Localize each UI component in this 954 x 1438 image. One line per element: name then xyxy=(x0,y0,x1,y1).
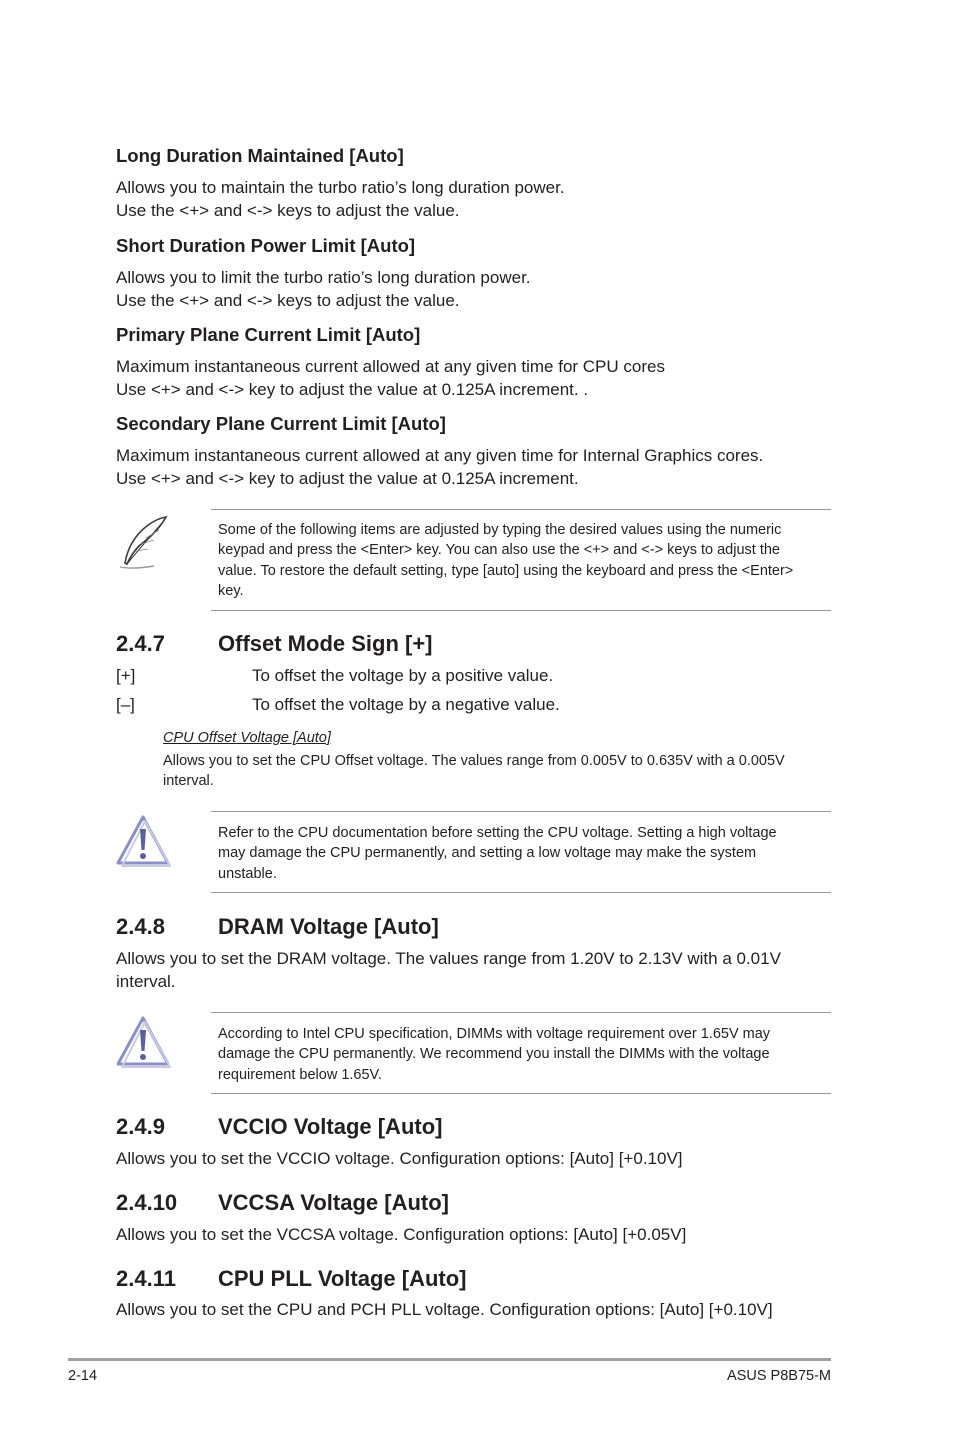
paragraph-line: Maximum instantaneous current allowed at any given time for CPU cores xyxy=(116,357,665,376)
note-line: may damage the CPU permanently, and setting a low voltage may make the system xyxy=(218,845,757,862)
paragraph-line: Allows you to maintain the turbo ratio’s long duration power. xyxy=(116,178,565,197)
paragraph-line: Maximum instantaneous current allowed at any given time for Internal Graphics cores. xyxy=(116,446,764,465)
heading-secondary-plane: Secondary Plane Current Limit [Auto] xyxy=(116,413,446,434)
caution-box xyxy=(211,1012,831,1094)
paragraph-line: Allows you to set the DRAM voltage. The values range from 1.20V to 2.13V with a 0.01V xyxy=(116,949,781,968)
paragraph-line: interval. xyxy=(163,773,214,789)
section-number: 2.4.11 xyxy=(116,1266,176,1291)
paragraph-line: Allows you to set the CPU and PCH PLL voltage. Configuration options: [Auto] [+0.10V] xyxy=(116,1300,773,1319)
note-line: requirement below 1.65V. xyxy=(218,1066,382,1083)
option-key: [–] xyxy=(116,695,135,714)
page-number: 2-14 xyxy=(68,1368,98,1384)
warning-icon xyxy=(114,1014,170,1070)
option-key: [+] xyxy=(116,666,136,685)
section-title: DRAM Voltage [Auto] xyxy=(218,914,439,939)
footer-rule xyxy=(68,1358,831,1361)
feather-pen-icon xyxy=(114,513,170,569)
product-name: ASUS P8B75-M xyxy=(727,1368,831,1384)
section-title: CPU PLL Voltage [Auto] xyxy=(218,1266,467,1291)
paragraph-line: interval. xyxy=(116,972,176,991)
paragraph-line: Allows you to set the VCCIO voltage. Configuration options: [Auto] [+0.10V] xyxy=(116,1149,683,1168)
paragraph-line: Use <+> and <-> key to adjust the value at 0.125A increment. . xyxy=(116,380,589,399)
section-number: 2.4.9 xyxy=(116,1114,165,1139)
option-description: To offset the voltage by a negative value. xyxy=(252,695,560,714)
paragraph-line: Use the <+> and <-> keys to adjust the value. xyxy=(116,201,460,220)
section-number: 2.4.7 xyxy=(116,631,165,656)
note-box xyxy=(211,509,831,611)
subitem-heading: CPU Offset Voltage [Auto] xyxy=(163,730,331,746)
note-line: Refer to the CPU documentation before setting the CPU voltage. Setting a high voltage xyxy=(218,825,777,841)
note-line: According to Intel CPU specification, DIMMs with voltage requirement over 1.65V may xyxy=(218,1026,771,1042)
paragraph-line: Allows you to set the CPU Offset voltage. The values range from 0.005V to 0.635V with a 0.005V xyxy=(163,753,785,769)
option-description: To offset the voltage by a positive value. xyxy=(252,666,554,685)
note-line: Some of the following items are adjusted by typing the desired values using the numeric xyxy=(218,522,782,538)
section-number: 2.4.10 xyxy=(116,1190,178,1215)
heading-short-duration: Short Duration Power Limit [Auto] xyxy=(116,235,416,256)
note-line: unstable. xyxy=(218,865,277,882)
paragraph-line: Use <+> and <-> key to adjust the value at 0.125A increment. xyxy=(116,469,579,488)
paragraph-line: Allows you to set the VCCSA voltage. Configuration options: [Auto] [+0.05V] xyxy=(116,1225,687,1244)
paragraph-line: Allows you to limit the turbo ratio’s long duration power. xyxy=(116,268,531,287)
warning-icon xyxy=(114,813,170,869)
section-title: VCCIO Voltage [Auto] xyxy=(218,1114,443,1139)
section-title: VCCSA Voltage [Auto] xyxy=(218,1190,449,1215)
note-line: value. To restore the default setting, type [auto] using the keyboard and press the <Enter> xyxy=(218,562,794,579)
paragraph-line: Use the <+> and <-> keys to adjust the value. xyxy=(116,291,460,310)
section-number: 2.4.8 xyxy=(116,914,165,939)
section-title: Offset Mode Sign [+] xyxy=(218,631,433,656)
note-line: damage the CPU permanently. We recommend you install the DIMMs with the voltage xyxy=(218,1046,770,1063)
heading-primary-plane: Primary Plane Current Limit [Auto] xyxy=(116,324,421,345)
heading-long-duration: Long Duration Maintained [Auto] xyxy=(116,145,404,166)
note-line: key. xyxy=(218,582,244,599)
caution-box xyxy=(211,811,831,893)
note-line: keypad and press the <Enter> key. You can also use the <+> and <-> keys to adjust the xyxy=(218,542,780,559)
